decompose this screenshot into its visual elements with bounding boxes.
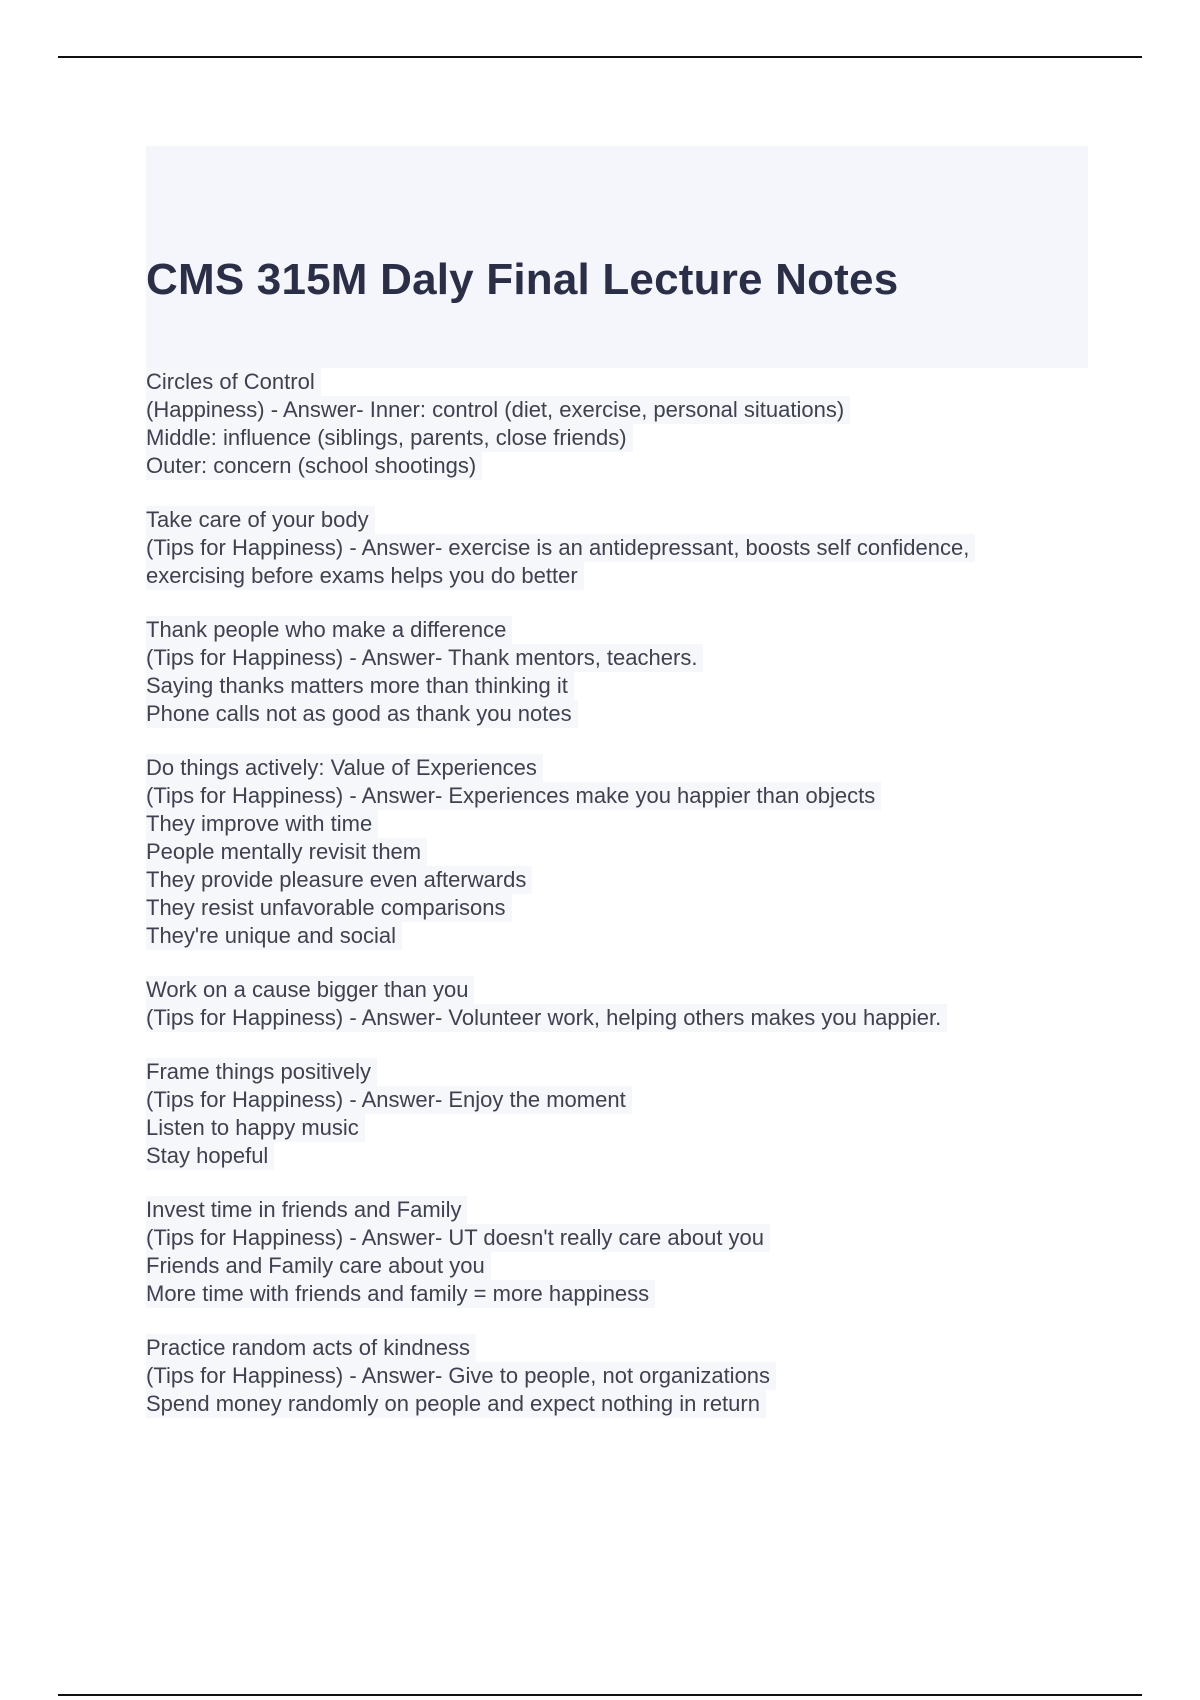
note-entry <box>146 616 1086 728</box>
note-text: Friends and Family care about you <box>146 1252 491 1280</box>
note-question <box>146 976 1086 1004</box>
note-entry <box>146 1196 1086 1308</box>
note-answer-line <box>146 1390 1086 1418</box>
note-text: Circles of Control <box>146 368 321 396</box>
note-answer-line <box>146 866 1086 894</box>
note-answer-line <box>146 424 1086 452</box>
note-answer-line <box>146 810 1086 838</box>
note-text: (Tips for Happiness) - Answer- Thank mentors, teachers. <box>146 644 703 672</box>
note-question <box>146 1058 1086 1086</box>
note-text: Listen to happy music <box>146 1114 365 1142</box>
note-text: Thank people who make a difference <box>146 616 512 644</box>
note-text: Do things actively: Value of Experiences <box>146 754 543 782</box>
note-answer-line <box>146 1362 1086 1390</box>
note-text: Stay hopeful <box>146 1142 274 1170</box>
note-answer-line <box>146 700 1086 728</box>
note-answer-line <box>146 396 1086 424</box>
note-answer-line <box>146 1224 1086 1252</box>
note-answer-line <box>146 644 1086 672</box>
note-answer-line <box>146 1142 1086 1170</box>
note-text: Take care of your body <box>146 506 375 534</box>
note-text: Middle: influence (siblings, parents, close friends) <box>146 424 633 452</box>
note-text: exercising before exams helps you do better <box>146 562 584 590</box>
note-text: (Tips for Happiness) - Answer- Volunteer work, helping others makes you happier. <box>146 1004 947 1032</box>
note-text: Saying thanks matters more than thinking it <box>146 672 574 700</box>
note-answer-line <box>146 452 1086 480</box>
note-text: (Tips for Happiness) - Answer- exercise is an antidepressant, boosts self confidence, <box>146 534 975 562</box>
note-question <box>146 1196 1086 1224</box>
note-answer-line <box>146 1252 1086 1280</box>
note-answer-line <box>146 1004 1086 1032</box>
note-text: (Tips for Happiness) - Answer- Experiences make you happier than objects <box>146 782 881 810</box>
note-text: People mentally revisit them <box>146 838 427 866</box>
note-question <box>146 368 1086 396</box>
notes-content <box>146 368 1086 1444</box>
note-text: More time with friends and family = more happiness <box>146 1280 655 1308</box>
note-entry <box>146 1058 1086 1170</box>
note-question <box>146 754 1086 782</box>
note-text: (Tips for Happiness) - Answer- Enjoy the moment <box>146 1086 632 1114</box>
note-answer-line <box>146 838 1086 866</box>
note-text: Frame things positively <box>146 1058 377 1086</box>
note-answer-line <box>146 534 1086 562</box>
note-text: (Happiness) - Answer- Inner: control (diet, exercise, personal situations) <box>146 396 850 424</box>
note-text: They improve with time <box>146 810 378 838</box>
note-question <box>146 1334 1086 1362</box>
note-text: They're unique and social <box>146 922 402 950</box>
note-answer-line <box>146 782 1086 810</box>
note-text: Work on a cause bigger than you <box>146 976 474 1004</box>
note-question <box>146 616 1086 644</box>
note-text: (Tips for Happiness) - Answer- Give to people, not organizations <box>146 1362 776 1390</box>
note-entry <box>146 368 1086 480</box>
note-text: Invest time in friends and Family <box>146 1196 467 1224</box>
title-block <box>146 146 1088 368</box>
note-text: Spend money randomly on people and expect nothing in return <box>146 1390 766 1418</box>
top-rule <box>58 56 1142 58</box>
note-answer-line <box>146 562 1086 590</box>
note-text: Phone calls not as good as thank you notes <box>146 700 578 728</box>
note-entry <box>146 976 1086 1032</box>
note-text: They provide pleasure even afterwards <box>146 866 532 894</box>
bottom-rule <box>58 1694 1142 1696</box>
note-answer-line <box>146 922 1086 950</box>
note-answer-line <box>146 1114 1086 1142</box>
note-answer-line <box>146 1280 1086 1308</box>
note-text: Outer: concern (school shootings) <box>146 452 482 480</box>
page-title: CMS 315M Daly Final Lecture Notes <box>146 255 899 304</box>
note-answer-line <box>146 1086 1086 1114</box>
note-entry <box>146 754 1086 950</box>
note-answer-line <box>146 672 1086 700</box>
note-text: (Tips for Happiness) - Answer- UT doesn't really care about you <box>146 1224 770 1252</box>
note-entry <box>146 1334 1086 1418</box>
note-question <box>146 506 1086 534</box>
note-text: Practice random acts of kindness <box>146 1334 476 1362</box>
note-entry <box>146 506 1086 590</box>
note-text: They resist unfavorable comparisons <box>146 894 512 922</box>
note-answer-line <box>146 894 1086 922</box>
